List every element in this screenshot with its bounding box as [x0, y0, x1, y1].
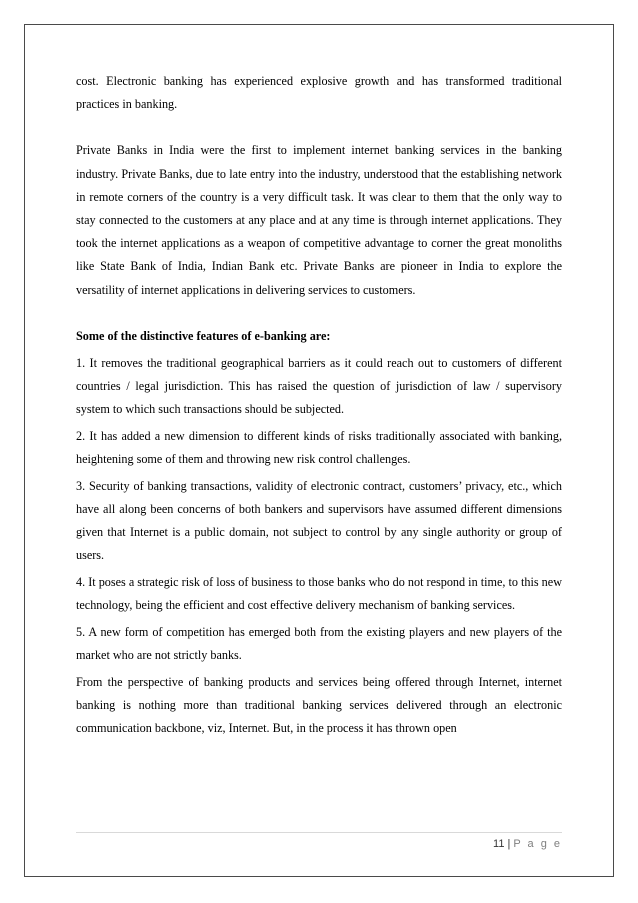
feature-item-4: 4. It poses a strategic risk of loss of business to those banks who do not respond in time, to this new technology, being the efficient and cost effective delivery mechanism of banking services.	[76, 574, 562, 613]
footer-divider	[76, 832, 562, 833]
page-number: 11	[493, 838, 505, 850]
page-label: P a g e	[513, 838, 562, 850]
paragraph-intro: cost. Electronic banking has experienced explosive growth and has transformed traditional practices in banking.	[76, 74, 562, 112]
page-footer	[76, 838, 562, 850]
feature-item-5: 5. A new form of competition has emerged both from the existing players and new players of the market who are not strictly banks.	[76, 624, 562, 662]
features-heading: Some of the distinctive features of e-banking are:	[76, 328, 331, 343]
feature-item-2: 2. It has added a new dimension to different kinds of risks traditionally associated with banking, heightening some of them and throwing new risk control challenges.	[76, 428, 562, 466]
paragraph-perspective: From the perspective of banking products and services being offered through Internet, internet banking is nothing more than traditional banking services delivered through an electronic communication backbone, viz, Internet. But, in the process it has thrown open	[76, 674, 562, 736]
feature-item-3: 3. Security of banking transactions, validity of electronic contract, customers’ privacy, etc., which have all along been concerns of both bankers and supervisors have assumed different dimensions given that Internet is a public domain, not subject to control by any single authority or group of users.	[76, 478, 562, 563]
feature-item-1: 1. It removes the traditional geographical barriers as it could reach out to customers of different countries / legal jurisdiction. This has raised the question of jurisdiction of law / supervisory system to which such transactions should be subjected.	[76, 355, 562, 416]
footer-separator: |	[507, 838, 511, 850]
document-body	[76, 70, 562, 740]
paragraph-private-banks: Private Banks in India were the first to implement internet banking services in the banking industry. Private Banks, due to late entry into the industry, understood that the establishing network in remote corners of the country is a very difficult task. It was clear to them that the only way to stay connected to the customers at any place and at any time is through internet applications. They took the internet applications as a weapon of competitive advantage to corner the great monoliths like State Bank of India, Indian Bank etc. Private Banks are pioneer in India to explore the versatility of internet applications in delivering services to customers.	[76, 143, 562, 297]
